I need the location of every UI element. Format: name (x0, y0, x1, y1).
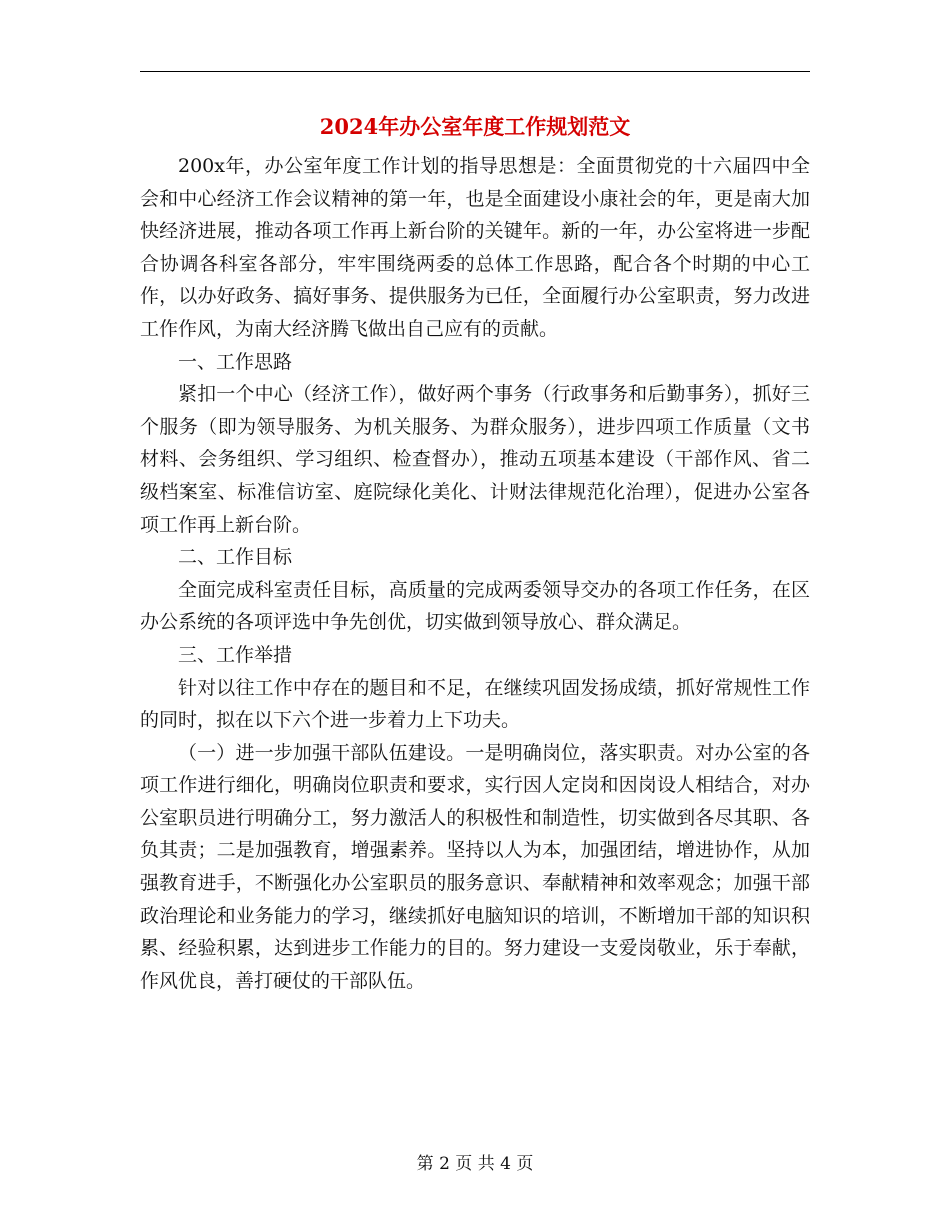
heading-work-goals: 二、工作目标 (178, 546, 293, 569)
paragraph-intro: 200x年，办公室年度工作计划的指导思想是：全面贯彻党的十六届四中全会和中心经济工作会议精神的第一年，也是全面建设小康社会的年，更是南大加快经济进展，推动各项工作再上新台阶的关键年。新的一年，办公室将进一步配合协调各科室各部分，牢牢围绕两委的总体工作思路，配合各个时期的中心工作，以办好政务、搞好事务、提供服务为已任，全面履行办公室职责，努力改进工作作风，为南大经济腾飞做出自己应有的贡献。 (140, 155, 810, 340)
paragraph-measure-one: （一）进一步加强干部队伍建设。一是明确岗位，落实职责。对办公室的各项工作进行细化，明确岗位职责和要求，实行因人定岗和因岗设人相结合，对办公室职员进行明确分工，努力激活人的积极性和制造性，切实做到各尽其职、各负其责；二是加强教育，增强素养。坚持以人为本，加强团结，增进协作，从加强教育进手，不断强化办公室职员的服务意识、奉献精神和效率观念；加强干部政治理论和业务能力的学习，继续抓好电脑知识的培训，不断增加干部的知识积累、经验积累，达到进步工作能力的目的。努力建设一支爱岗敬业，乐于奉献，作风优良，善打硬仗的干部队伍。 (140, 741, 810, 992)
paragraph-work-goals: 全面完成科室责任目标，高质量的完成两委领导交办的各项工作任务，在区办公系统的各项评选中争先创优，切实做到领导放心、群众满足。 (140, 578, 810, 634)
header-rule (140, 71, 810, 72)
heading-work-ideas: 一、工作思路 (178, 350, 293, 373)
heading-work-measures: 三、工作举措 (178, 643, 293, 666)
document-title: 2024年办公室年度工作规划范文 (319, 114, 631, 139)
document-body (140, 150, 810, 997)
page-number-footer: 第 2 页 共 4 页 (416, 1154, 534, 1174)
paragraph-work-measures: 针对以往工作中存在的题目和不足，在继续巩固发扬成绩，抓好常规性工作的同时，拟在以下六个进一步着力上下功夫。 (140, 676, 810, 732)
paragraph-work-ideas: 紧扣一个中心（经济工作），做好两个事务（行政事务和后勤事务），抓好三个服务（即为领导服务、为机关服务、为群众服务），进步四项工作质量（文书材料、会务组织、学习组织、检查督办），推动五项基本建设（干部作风、省二级档案室、标准信访室、庭院绿化美化、计财法律规范化治理），促进办公室各项工作再上新台阶。 (140, 383, 810, 536)
